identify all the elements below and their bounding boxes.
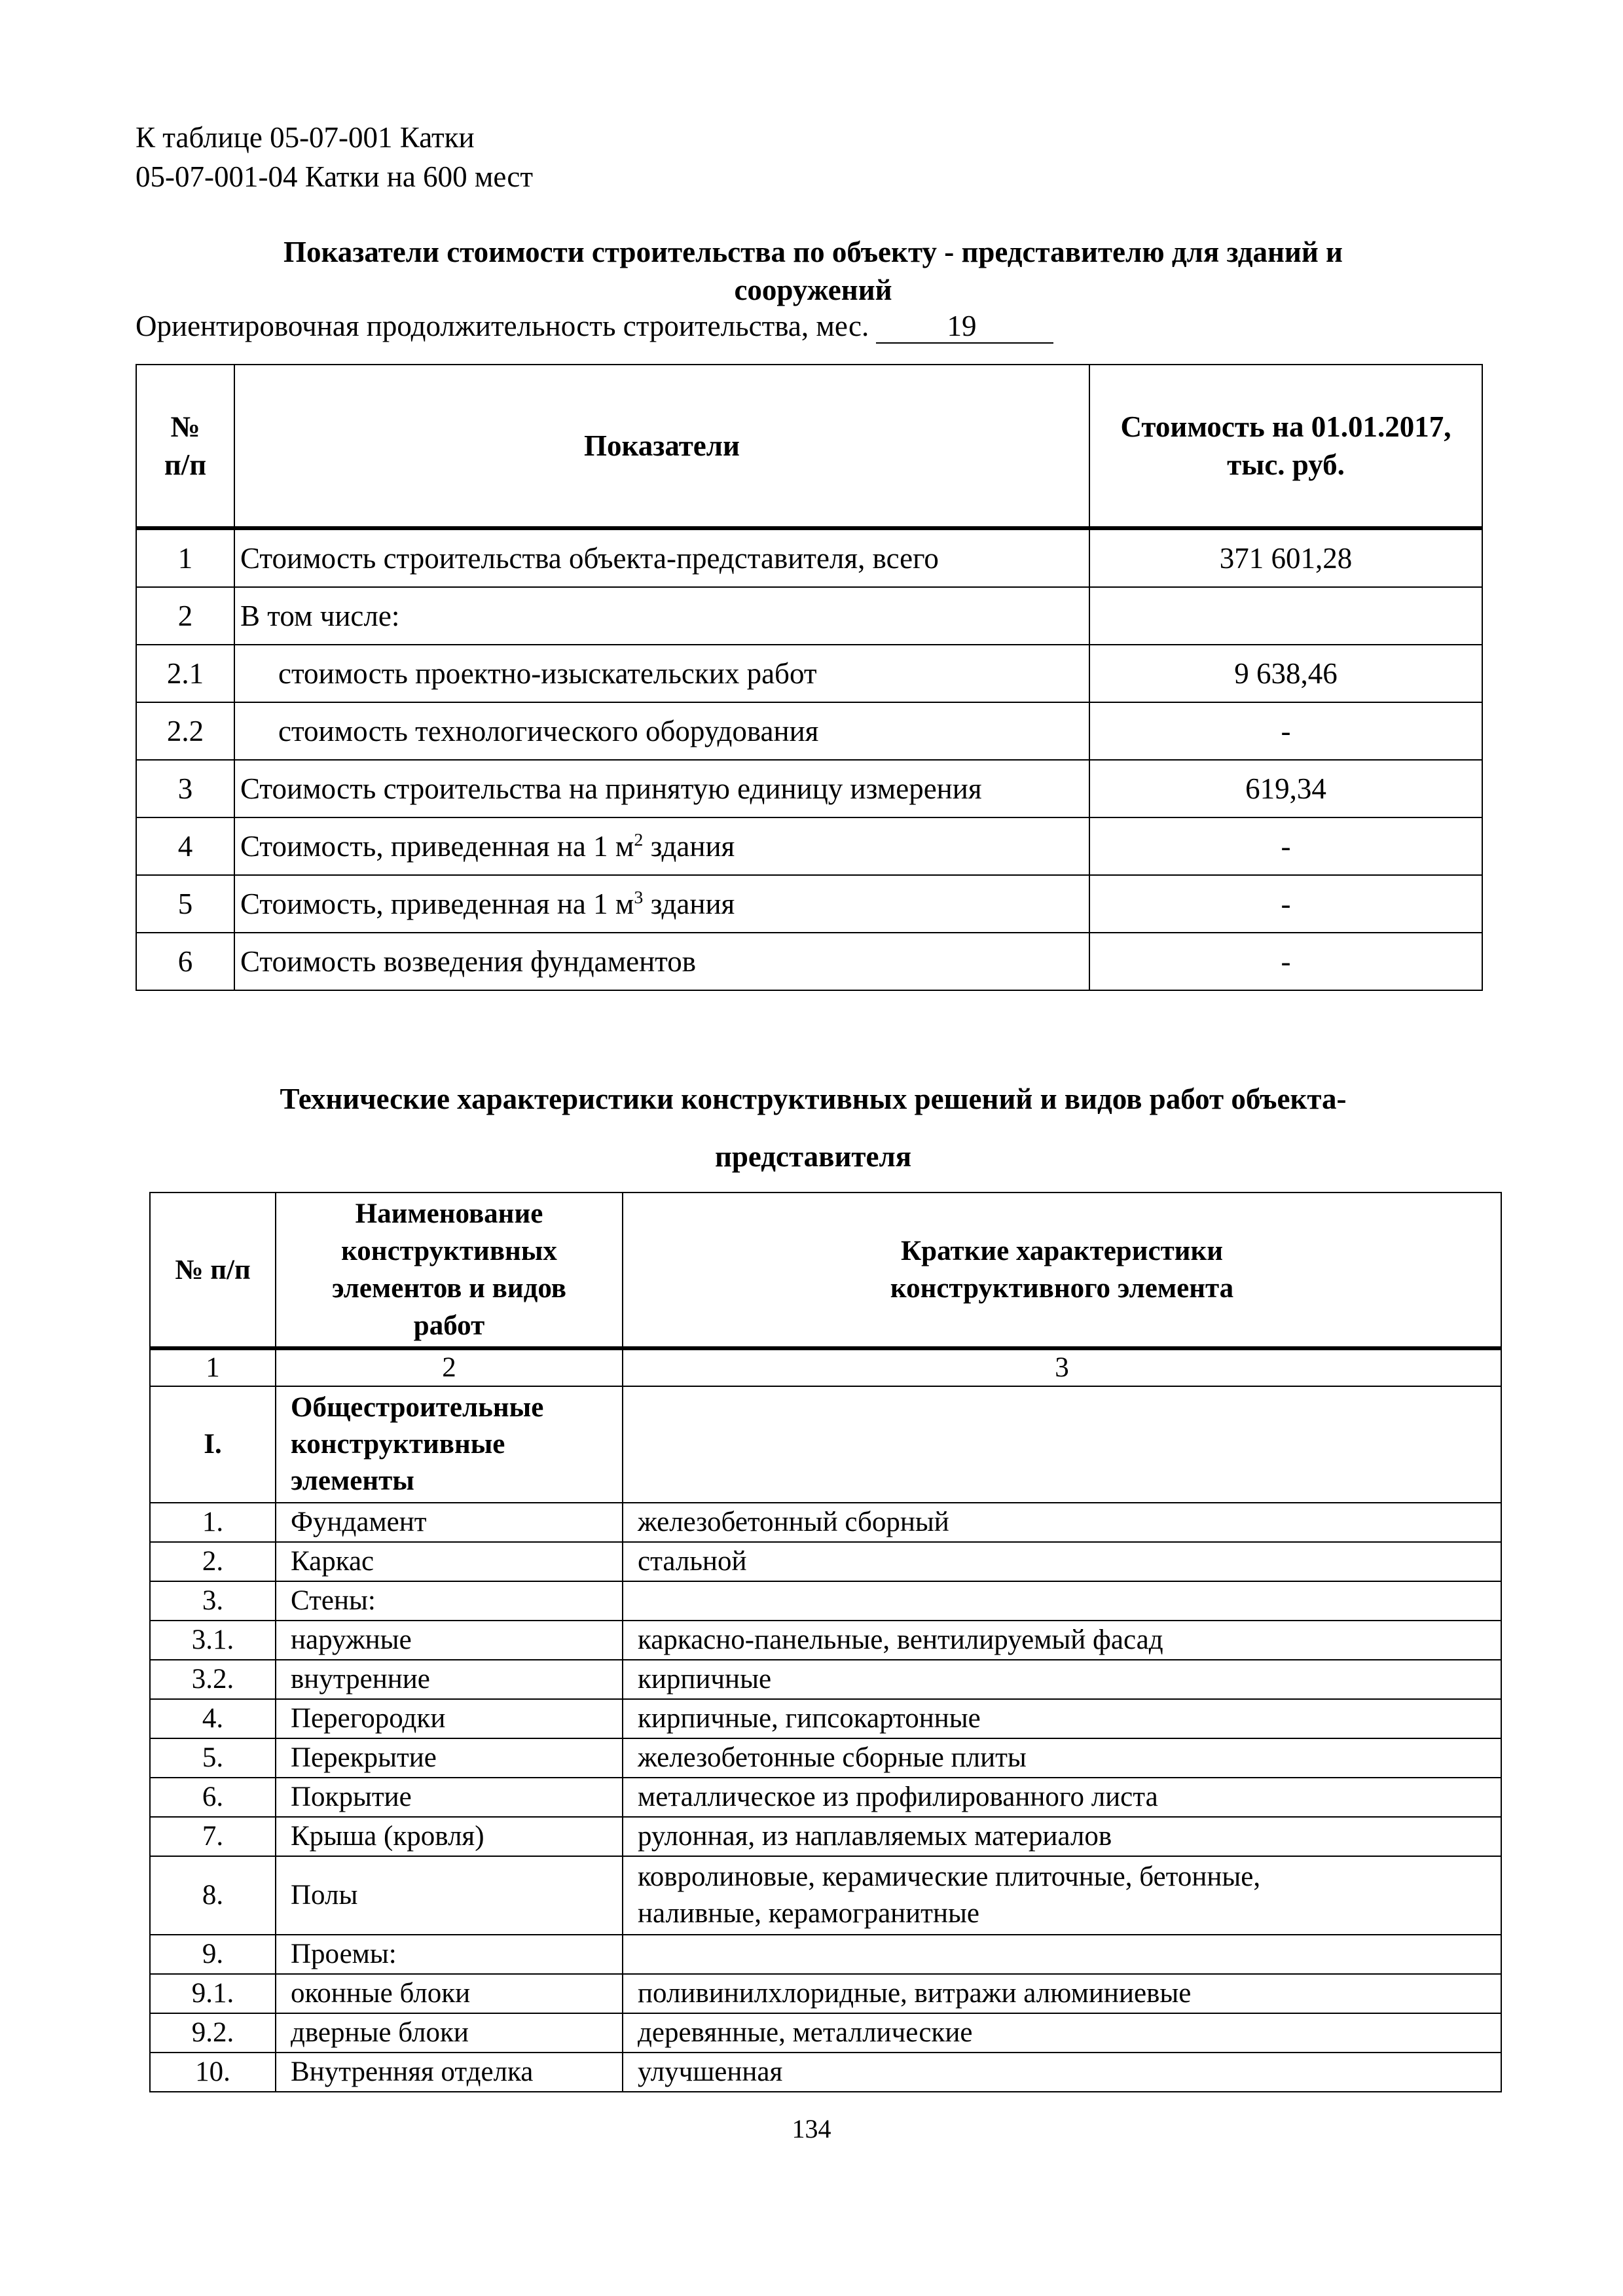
row-value: - bbox=[1089, 702, 1482, 760]
row-desc: железобетонные сборные плиты bbox=[623, 1738, 1501, 1778]
header-name-line-2: конструктивных bbox=[341, 1236, 557, 1266]
section-name-line-2: конструктивные bbox=[291, 1429, 505, 1460]
table-row bbox=[150, 1738, 1501, 1778]
row-name: наружные bbox=[276, 1621, 623, 1660]
row-num: 2.2 bbox=[136, 702, 234, 760]
row-desc: металлическое из профилированного листа bbox=[623, 1778, 1501, 1817]
header-name-line-3: элементов и видов bbox=[331, 1273, 567, 1304]
row-desc: железобетонный сборный bbox=[623, 1503, 1501, 1542]
row-label-text: Стоимость, приведенная на 1 м bbox=[240, 888, 634, 920]
header-num-line-2: п/п bbox=[164, 448, 207, 481]
col-number: 1 bbox=[150, 1348, 276, 1386]
duration-line bbox=[136, 306, 1053, 346]
header-num-line-1: № bbox=[170, 410, 200, 443]
row-desc: кирпичные bbox=[623, 1660, 1501, 1699]
row-value: 9 638,46 bbox=[1089, 645, 1482, 702]
table-row bbox=[136, 933, 1482, 990]
section-num: I. bbox=[150, 1386, 276, 1503]
table-row bbox=[136, 645, 1482, 702]
header-desc-line-2: конструктивного элемента bbox=[890, 1273, 1234, 1304]
row-label-suffix: здания bbox=[643, 888, 735, 920]
row-label: Стоимость строительства объекта-представителя, всего bbox=[234, 528, 1089, 587]
row-desc: рулонная, из наплавляемых материалов bbox=[623, 1817, 1501, 1856]
row-num: 2 bbox=[136, 587, 234, 645]
header-line-2: 05-07-001-04 Катки на 600 мест bbox=[136, 160, 534, 193]
row-num: 6. bbox=[150, 1778, 276, 1817]
row-num: 1 bbox=[136, 528, 234, 587]
row-value: 619,34 bbox=[1089, 760, 1482, 817]
table-row bbox=[150, 1974, 1501, 2013]
header-indicator: Показатели bbox=[234, 365, 1089, 528]
table-row bbox=[150, 2053, 1501, 2092]
row-num: 9.2. bbox=[150, 2013, 276, 2053]
section-name-line-3: элементы bbox=[291, 1465, 414, 1496]
header-name bbox=[276, 1193, 623, 1348]
header-name-line-4: работ bbox=[413, 1310, 485, 1341]
row-value: - bbox=[1089, 817, 1482, 875]
row-name: Каркас bbox=[276, 1542, 623, 1581]
table-row bbox=[136, 702, 1482, 760]
table-row bbox=[150, 1542, 1501, 1581]
row-name: дверные блоки bbox=[276, 2013, 623, 2053]
row-desc: кирпичные, гипсокартонные bbox=[623, 1699, 1501, 1738]
table-row bbox=[150, 1778, 1501, 1817]
header-cost-line-1: Стоимость на 01.01.2017, bbox=[1120, 410, 1451, 443]
row-num: 3.1. bbox=[150, 1621, 276, 1660]
section-row bbox=[150, 1386, 1501, 1503]
table-row bbox=[150, 1581, 1501, 1621]
table-row bbox=[136, 875, 1482, 933]
cost-title-line-1: Показатели стоимости строительства по объекту - представителю для зданий и bbox=[283, 236, 1343, 268]
duration-value: 19 bbox=[876, 310, 1053, 344]
section-name-line-1: Общестроительные bbox=[291, 1392, 544, 1423]
row-name: Крыша (кровля) bbox=[276, 1817, 623, 1856]
row-name: Внутренняя отделка bbox=[276, 2053, 623, 2092]
row-desc: поливинилхлоридные, витражи алюминиевые bbox=[623, 1974, 1501, 2013]
row-label-text: Стоимость, приведенная на 1 м bbox=[240, 830, 634, 863]
table-row bbox=[136, 817, 1482, 875]
row-num: 3. bbox=[150, 1581, 276, 1621]
row-num: 3.2. bbox=[150, 1660, 276, 1699]
row-name: Покрытие bbox=[276, 1778, 623, 1817]
row-label: Стоимость возведения фундаментов bbox=[234, 933, 1089, 990]
row-desc: стальной bbox=[623, 1542, 1501, 1581]
row-num: 2. bbox=[150, 1542, 276, 1581]
row-label: Стоимость строительства на принятую единицу измерения bbox=[234, 760, 1089, 817]
row-desc: деревянные, металлические bbox=[623, 2013, 1501, 2053]
row-num: 3 bbox=[136, 760, 234, 817]
row-num: 9. bbox=[150, 1935, 276, 1974]
header-desc bbox=[623, 1193, 1501, 1348]
table-row bbox=[150, 1935, 1501, 1974]
row-desc-line-2: наливные, керамогранитные bbox=[638, 1898, 979, 1929]
row-num: 4 bbox=[136, 817, 234, 875]
section-desc bbox=[623, 1386, 1501, 1503]
row-label: стоимость технологического оборудования bbox=[234, 702, 1089, 760]
header-cost-line-2: тыс. руб. bbox=[1227, 448, 1345, 481]
header-desc-line-1: Краткие характеристики bbox=[900, 1236, 1224, 1266]
table-row bbox=[150, 1817, 1501, 1856]
header-num: № п/п bbox=[150, 1193, 276, 1348]
cost-title-line-2: сооружений bbox=[734, 274, 892, 306]
tech-table-header bbox=[150, 1193, 1501, 1348]
row-label: В том числе: bbox=[234, 587, 1089, 645]
row-value bbox=[1089, 587, 1482, 645]
row-value: 371 601,28 bbox=[1089, 528, 1482, 587]
row-label bbox=[234, 875, 1089, 933]
row-num: 8. bbox=[150, 1856, 276, 1935]
row-num: 6 bbox=[136, 933, 234, 990]
duration-label: Ориентировочная продолжительность строительства, мес. bbox=[136, 310, 869, 342]
row-desc: улучшенная bbox=[623, 2053, 1501, 2092]
header-line-1: К таблице 05-07-001 Катки bbox=[136, 121, 475, 154]
cost-table-header bbox=[136, 365, 1482, 528]
row-value: - bbox=[1089, 875, 1482, 933]
superscript: 3 bbox=[634, 888, 644, 908]
row-name: Полы bbox=[276, 1856, 623, 1935]
row-desc: каркасно-панельные, вентилируемый фасад bbox=[623, 1621, 1501, 1660]
row-name: Стены: bbox=[276, 1581, 623, 1621]
row-value: - bbox=[1089, 933, 1482, 990]
row-num: 1. bbox=[150, 1503, 276, 1542]
row-name: Проемы: bbox=[276, 1935, 623, 1974]
col-number: 3 bbox=[623, 1348, 1501, 1386]
cost-section-title bbox=[136, 233, 1491, 309]
superscript: 2 bbox=[634, 830, 644, 850]
row-name: оконные блоки bbox=[276, 1974, 623, 2013]
row-num: 5. bbox=[150, 1738, 276, 1778]
row-label-suffix: здания bbox=[643, 830, 735, 863]
row-num: 5 bbox=[136, 875, 234, 933]
table-row bbox=[150, 1503, 1501, 1542]
row-label bbox=[234, 817, 1089, 875]
row-num: 2.1 bbox=[136, 645, 234, 702]
tech-section-title-line-1: Технические характеристики конструктивных решений и видов работ объекта- bbox=[280, 1083, 1347, 1115]
column-numbers-row bbox=[150, 1348, 1501, 1386]
table-row bbox=[136, 760, 1482, 817]
header-cost bbox=[1089, 365, 1482, 528]
row-name: Перегородки bbox=[276, 1699, 623, 1738]
table-row bbox=[136, 587, 1482, 645]
tech-table bbox=[149, 1192, 1502, 2092]
row-name: внутренние bbox=[276, 1660, 623, 1699]
cost-table bbox=[136, 364, 1483, 991]
header-num bbox=[136, 365, 234, 528]
table-row bbox=[150, 1621, 1501, 1660]
row-num: 9.1. bbox=[150, 1974, 276, 2013]
table-row bbox=[150, 1660, 1501, 1699]
tech-section-title-line-2: представителя bbox=[714, 1140, 912, 1173]
row-num: 4. bbox=[150, 1699, 276, 1738]
row-num: 7. bbox=[150, 1817, 276, 1856]
row-desc bbox=[623, 1581, 1501, 1621]
row-name: Перекрытие bbox=[276, 1738, 623, 1778]
table-row bbox=[150, 1699, 1501, 1738]
row-num: 10. bbox=[150, 2053, 276, 2092]
row-name: Фундамент bbox=[276, 1503, 623, 1542]
row-desc-line-1: ковролиновые, керамические плиточные, бетонные, bbox=[638, 1861, 1261, 1892]
table-row bbox=[150, 2013, 1501, 2053]
table-row bbox=[150, 1856, 1501, 1935]
header-name-line-1: Наименование bbox=[355, 1198, 543, 1229]
row-desc bbox=[623, 1856, 1501, 1935]
col-number: 2 bbox=[276, 1348, 623, 1386]
row-desc bbox=[623, 1935, 1501, 1974]
row-label: стоимость проектно-изыскательских работ bbox=[234, 645, 1089, 702]
section-name bbox=[276, 1386, 623, 1503]
table-row bbox=[136, 528, 1482, 587]
page-number: 134 bbox=[792, 2114, 831, 2144]
